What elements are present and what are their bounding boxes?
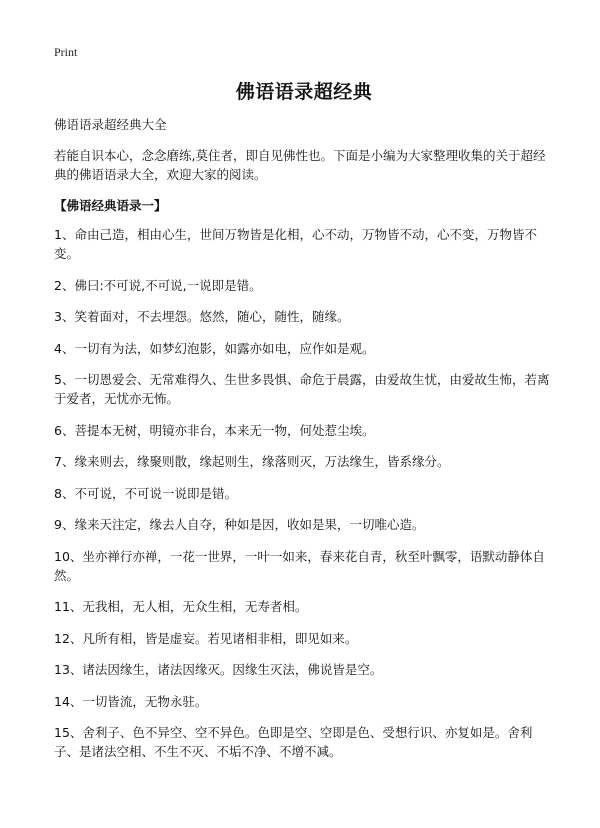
- quote-item: 10、坐亦禅行亦禅，一花一世界，一叶一如来，春来花自青，秋至叶飘零，语默动静体自然。: [54, 548, 545, 583]
- quote-item: 4、一切有为法，如梦幻泡影，如露亦如电，应作如是观。: [54, 340, 375, 356]
- page-subtitle: 佛语语录超经典大全: [54, 117, 167, 132]
- quote-item: 9、缘来天注定，缘去人自夺，种如是因，收如是果，一切唯心造。: [54, 517, 425, 532]
- quote-list: [54, 225, 554, 761]
- quote-item: 2、佛曰:不可说,不可说,一说即是错。: [54, 277, 262, 293]
- document-page: [54, 44, 554, 774]
- quote-item: 8、不可说，不可说一说即是错。: [54, 485, 237, 501]
- section-heading: 【佛语经典语录一】: [54, 198, 167, 213]
- page-title: 佛语语录超经典: [235, 81, 373, 103]
- quote-item: 13、诸法因缘生，诸法因缘灭。因缘生灭法，佛说皆是空。: [54, 662, 383, 677]
- quote-item: 1、命由己造，相由心生，世间万物皆是化相，心不动，万物皆不动，心不变，万物皆不变。: [54, 227, 537, 261]
- quote-item: 15、舍利子、色不异空、空不异色。色即是空、空即是色、受想行识、亦复如是。舍利子、是诸法空相、不生不灭、不垢不净、不增不减。: [54, 725, 533, 759]
- print-link[interactable]: Print: [54, 45, 78, 59]
- quote-item: 12、凡所有相，皆是虚妄。若见诸相非相，即见如来。: [54, 630, 358, 646]
- quote-item: 14、一切皆流，无物永驻。: [54, 693, 208, 709]
- quote-item: 11、无我相，无人相，无众生相，无寿者相。: [54, 599, 308, 614]
- quote-item: 5、一切恩爱会、无常难得久、生世多畏惧、命危于晨露，由爱故生忧，由爱故生怖，若离于爱者，无忧亦无怖。: [54, 372, 550, 406]
- quote-item: 6、菩提本无树，明镜亦非台，本来无一物，何处惹尘埃。: [54, 422, 375, 438]
- intro-paragraph: 若能自识本心，念念磨练,莫住者，即自见佛性也。下面是小编为大家整理收集的关于超经典的佛语语录大全，欢迎大家的阅读。: [54, 148, 546, 182]
- quote-item: 7、缘来则去，缘聚则散，缘起则生，缘落则灭，万法缘生，皆系缘分。: [54, 454, 450, 469]
- quote-item: 3、笑着面对，不去埋怨。悠然，随心，随性，随缘。: [54, 309, 350, 324]
